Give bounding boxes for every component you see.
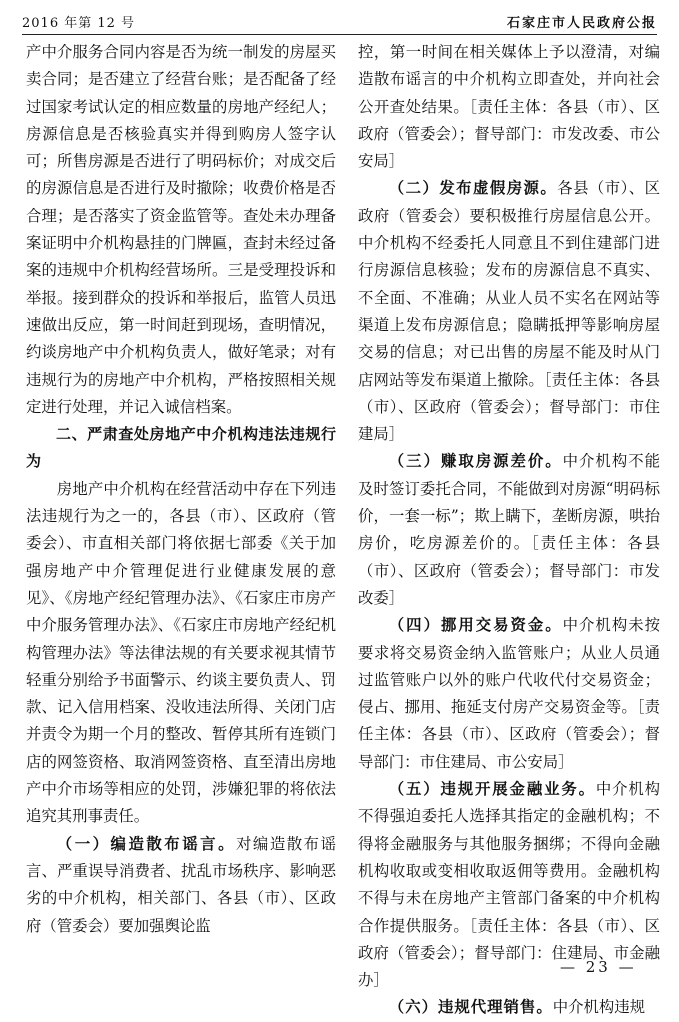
item-4-text: 中介机构未按要求将交易资金纳入监管账户；从业人员通过监管账户以外的账户代收代付交易资金；侵占、挪用、拖延支付房产交易资金等。［责任主体：各县（市）、区政府（管委会）；督导部门：市住建局、市公安局］ bbox=[358, 616, 660, 771]
item-2-text: 各县（市）、区政府（管委会）要积极推行房屋信息公开。中介机构不经委托人同意且不到住建部门进行房源信息核验；发布的房源信息不真实、不全面、不准确；从业人员不实名在网站等渠道上发布房源信息；隐瞒抵押等影响房屋交易的信息；对已出售的房屋不能及时从门店网站等发布渠道上撤除。［责任主体：各县（市）、区政府（管委会）；督导部门：市住建局］ bbox=[358, 179, 660, 444]
header-rule bbox=[22, 34, 657, 35]
section-2-heading: 二、严肃查处房地产中介机构违法违规行为 bbox=[26, 425, 336, 471]
section-2-intro-text: 房地产中介机构在经营活动中存在下列违法违规行为之一的，各县（市）、区政府（管委会）、市直相关部门将依据七部委《关于加强房地产中介管理促进行业健康发展的意见》、《房地产经纪管理办法》、《石家庄市房产中介服务管理办法》、《石家庄市房地产经纪机构管理办法》等法律法规的有关要求视其情节轻重分别给予书面警示、约谈主要负责人、罚款、记入信用档案、没收违法所得、关闭门店并责令为期一个月的整改、暂停其所有连锁门店的网签资格、取消网签资格、直至清出房地产中介市场等相应的处罚，涉嫌犯罪的将依法追究其刑事责任。 bbox=[26, 479, 336, 826]
item-1-title: （一）编造散布谣言。 bbox=[56, 834, 236, 853]
page-header bbox=[22, 7, 657, 33]
left-column bbox=[26, 39, 336, 940]
publication-title: 石家庄市人民政府公报 bbox=[506, 16, 657, 31]
left-paragraph-continued: 产中介服务合同内容是否为统一制发的房屋买卖合同；是否建立了经营台账；是否配备了经过国家考试认定的相应数量的房地产经纪人；房源信息是否核验真实并得到购房人签字认可；所售房源是否进行了明码标价；对成交后的房源信息是否进行及时撤除；收费价格是否合理；是否落实了资金监管等。查处未办理备案证明中介机构悬挂的门牌匾，查封未经过备案的违规中介机构经营场所。三是受理投诉和举报。接到群众的投诉和举报后，监管人员迅速做出反应，第一时间赶到现场，查明情况，约谈房地产中介机构负责人，做好笔录；对有违规行为的房地产中介机构，严格按照相关规定进行处理，并记入诚信档案。 bbox=[26, 43, 336, 416]
right-paragraph-continued: 控，第一时间在相关媒体上予以澄清，对编造散布谣言的中介机构立即查处，并向社会公开查处结果。［责任主体：各县（市）、区政府（管委会）；督导部门：市发改委、市公安局］ bbox=[358, 43, 660, 171]
page-number: — 23 — bbox=[560, 958, 637, 976]
item-6-title: （六）违规代理销售。 bbox=[388, 998, 553, 1017]
item-4-title: （四）挪用交易资金。 bbox=[388, 616, 563, 635]
item-2-paragraph bbox=[358, 175, 660, 448]
item-5-title: （五）违规开展金融业务。 bbox=[388, 780, 596, 799]
item-3-text: 中介机构不能及时签订委托合同，不能做到对房源“明码标价，一套一标”；欺上瞒下，垄断房源，哄抬房价，吃房源差价的。［责任主体：各县（市）、区政府（管委会）；督导部门：市发改委］ bbox=[358, 452, 660, 607]
issue-label: 2016 年第 12 号 bbox=[22, 16, 136, 31]
item-2-title: （二）发布虚假房源。 bbox=[388, 179, 558, 198]
item-1-text: 对编造散布谣言、严重误导消费者、扰乱市场秩序、影响恶劣的中介机构，相关部门、各县（市）、区政府（管委会）要加强舆论监 bbox=[26, 834, 336, 935]
item-3-paragraph bbox=[358, 448, 660, 612]
item-6-paragraph bbox=[358, 994, 660, 1021]
item-6-text: 中介机构违规 bbox=[552, 998, 646, 1017]
item-5-text: 中介机构不得强迫委托人选择其指定的金融机构；不得将金融服务与其他服务捆绑；不得向金融机构收取或变相收取返佣等费用。金融机构不得与未在房地产主管部门备案的中介机构合作提供服务。［责任主体：各县（市）、区政府（管委会）；督导部门：住建局、市金融办］ bbox=[358, 780, 660, 990]
item-4-paragraph bbox=[358, 612, 660, 776]
item-3-title: （三）赚取房源差价。 bbox=[388, 452, 563, 471]
item-1-paragraph bbox=[26, 831, 336, 940]
right-column bbox=[358, 39, 660, 1022]
section-2-intro bbox=[26, 476, 336, 831]
